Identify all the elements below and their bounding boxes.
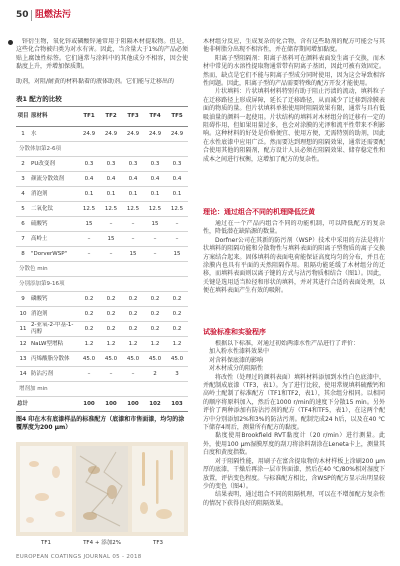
figure-label-tf4: TF4 + 添加2% — [83, 540, 121, 546]
table-cell-value: – — [144, 232, 166, 247]
table-group-row — [16, 382, 188, 397]
table-cell-value: 15 — [78, 217, 100, 232]
streak — [170, 450, 173, 480]
section-title: 阻燃法污 — [35, 10, 72, 20]
table-cell-value: 45.0 — [144, 352, 166, 367]
table-cell-value: 0.2 — [166, 322, 188, 337]
table-cell-no: 11 — [16, 322, 30, 337]
table-cell-value: 0.2 — [78, 322, 100, 337]
figure-panel-tf1 — [20, 446, 72, 532]
table-cell-value: 12.5 — [122, 202, 144, 217]
table-cell-value: 0.1 — [122, 187, 144, 202]
body-paragraph: 通过在一个产品内组合不同的功能机制，可以降低配方的复杂性，降低潜在缺陷源的数量。 — [203, 220, 385, 236]
table-header-cell: 项目 — [16, 107, 30, 127]
table-cell-material: 水 — [30, 127, 78, 142]
table-row — [16, 202, 188, 217]
table-group-label: 分别添加第9-16项 — [16, 277, 188, 292]
figure-panel-tf4 — [76, 446, 128, 532]
stain — [140, 502, 148, 514]
table-cell-no: 9 — [16, 292, 30, 307]
stain — [107, 485, 117, 499]
table-cell-value: 45.0 — [122, 352, 144, 367]
table-cell-value: 15 — [166, 247, 188, 262]
table-cell-value: – — [122, 217, 144, 232]
section-heading-methods: 试验标准和实验程序 — [203, 328, 266, 336]
streak — [156, 460, 159, 504]
table-cell-material: 硫酸钙 — [30, 217, 78, 232]
intro-paragraph: 锌衍生物，氧化锌或磷酸锌通常用于阻隔木材提取物。但是，这些化合物被归类为对水有害。因此，当含量大于1%的产品必须贴上腐蚀性标签。它们通常与涂料中的其他成分不相容，因会使黏度上升，并增加保质期。 — [16, 38, 188, 71]
table-cell-no: 14 — [16, 367, 30, 382]
criteria-item: 对含料保底漆的影响 — [209, 356, 264, 364]
table-cell-value: 12.5 — [100, 202, 122, 217]
figure-caption: 图4 印在木有底漆样品的标准配方（底漆和市售面漆，均匀的涂覆厚度为200 μm） — [16, 416, 185, 432]
criteria-item: 对木材成分的阻隔性 — [209, 365, 264, 373]
table-cell-value: 0.4 — [100, 172, 122, 187]
formulation-table — [16, 106, 188, 412]
table-cell-material: 高岭土 — [30, 232, 78, 247]
table-cell-value: – — [100, 247, 122, 262]
table-cell-value: 12.5 — [78, 202, 100, 217]
table-row — [16, 187, 188, 202]
table-cell-value: 45.0 — [100, 352, 122, 367]
table-cell-value: – — [78, 247, 100, 262]
table-cell-no: 4 — [16, 187, 30, 202]
table-row — [16, 292, 188, 307]
table-cell-value: – — [166, 232, 188, 247]
table-row — [16, 127, 188, 142]
formulation-table-body — [16, 127, 188, 412]
table-header-cell: TF2 — [100, 107, 122, 127]
table-cell-value: 12.5 — [166, 202, 188, 217]
table-cell-value: 24.9 — [144, 127, 166, 142]
streak — [142, 452, 145, 486]
table-cell-value: 0.3 — [122, 157, 144, 172]
table-cell-no: 10 — [16, 307, 30, 322]
table-cell-no: 12 — [16, 337, 30, 352]
figure-test-panels — [16, 442, 188, 536]
table-header-cell: TF3 — [122, 107, 144, 127]
table-cell-material: PU改变剂 — [30, 157, 78, 172]
table-row — [16, 352, 188, 367]
table-cell-no: 1 — [16, 127, 30, 142]
table-header-cell: TF5 — [166, 107, 188, 127]
table-cell-value: 0.3 — [78, 157, 100, 172]
table-cell-value: – — [78, 367, 100, 382]
table-cell-value: 0.4 — [122, 172, 144, 187]
body-paragraph: Dorfner公司在其新的防污剂（WSP）技术中采用的方法是将片状填料的阻隔功能和分散物性与填料表面的阳离子型物质的离子交换方案结合起来。固体填料的表面电荷能保证高度均匀的分布，并且在涂膜内也具有平面的天然阻隔作用。阻隔功能延缓了木材组分的迁移，而填料表面则以离子键的方式与沾污物质相结合（图1）。因此，关键是选用适当粒径和形状的填料，并对其进行合适的表面处理，以便在填料表面产生有效的吸附。 — [203, 236, 385, 295]
header-divider — [31, 10, 32, 21]
intro-paragraph-2: 助剂，对阻/耐黄的材料黏着的液体助剂。它们能与迁移出的 — [16, 78, 175, 85]
table-cell-value: 15 — [122, 247, 144, 262]
table-cell-no: 7 — [16, 232, 30, 247]
table-cell-value: 0.2 — [100, 292, 122, 307]
table-cell-value: – — [122, 367, 144, 382]
table-cell-material: 二氧化钛 — [30, 202, 78, 217]
table-cell-value: 0.2 — [144, 307, 166, 322]
table-cell-value: 100 — [100, 397, 122, 412]
table-cell-value: 2 — [144, 367, 166, 382]
criteria-intro: 根据以下标准，对通过初始两漆水性产品进行了评价： — [215, 340, 360, 347]
intro-paragraph-block — [16, 38, 188, 74]
table-cell-value: 0.3 — [144, 157, 166, 172]
table-cell-no: 8 — [16, 247, 30, 262]
table-cell-value: 0.1 — [78, 187, 100, 202]
body-paragraph: 结果表明，通过组合不同的阻隔机理，可以在不增加配方复杂性的情况下获得良好的阻隔效果。 — [203, 491, 385, 507]
table-cell-value: 45.0 — [78, 352, 100, 367]
stain — [52, 466, 60, 478]
table-row — [16, 232, 188, 247]
table-cell-material: 丙烯酸脂分散体 — [30, 352, 78, 367]
table-cell-no: 2 — [16, 157, 30, 172]
stain — [26, 517, 34, 523]
right-intro-block — [203, 38, 385, 204]
table-cell-value: 0.2 — [122, 307, 144, 322]
table-cell-value: 0.1 — [144, 187, 166, 202]
table-cell-material: "DorverWSP" — [30, 247, 78, 262]
table-cell-value: 0.1 — [100, 187, 122, 202]
table-row — [16, 172, 188, 187]
table-cell-material: 防沾污剂 — [30, 367, 78, 382]
table-row — [16, 247, 188, 262]
stain — [55, 511, 65, 517]
table-row — [16, 337, 188, 352]
table-cell-value: – — [100, 217, 122, 232]
table-cell-no: 5 — [16, 202, 30, 217]
table-cell-value: 45.0 — [166, 352, 188, 367]
figure-label-tf3: TF3 — [152, 540, 164, 546]
table-header-cell: TF1 — [78, 107, 100, 127]
table-cell-value: 24.9 — [78, 127, 100, 142]
table-cell-value: 1.2 — [122, 337, 144, 352]
body-paragraph: 对于阻隔性能，用刷子在富含提取物的木材样板上涂刷200 μm厚的底漆，干燥后再涂一层市售面漆，然后在40 ℃/80%相对湿度下放置，评估变色程度。与标准配方相比，含WSP的配方显示出明显较少的变色（图4）。 — [203, 457, 385, 490]
table-cell-value: 24.9 — [100, 127, 122, 142]
table-row — [16, 307, 188, 322]
table-cell-value: 0.4 — [144, 172, 166, 187]
stain — [35, 493, 49, 501]
table-cell-value: 0.2 — [144, 322, 166, 337]
stain — [156, 509, 172, 519]
table-cell-value: 0.2 — [122, 322, 144, 337]
table-cell-value: 102 — [144, 397, 166, 412]
table-cell-material: 2-亚氧-2-甲基-1-丙醇 — [30, 322, 78, 337]
table-group-row — [16, 277, 188, 292]
table-cell-value: 0.2 — [78, 292, 100, 307]
table-cell-value: 1.2 — [100, 337, 122, 352]
table-cell-value: 12.5 — [144, 202, 166, 217]
table-cell-value: – — [166, 217, 188, 232]
table-cell-value: 0.2 — [78, 307, 100, 322]
figure-label-tf1: TF1 — [40, 540, 52, 546]
criteria-list — [203, 348, 385, 373]
table-row — [16, 367, 188, 382]
table-group-label: 增剂加 min — [16, 382, 188, 397]
theory-block — [203, 220, 385, 323]
stain — [88, 466, 100, 474]
table-cell-value: 0.2 — [122, 292, 144, 307]
stain — [83, 512, 97, 520]
table-cell-material: 消泡剂 — [30, 307, 78, 322]
table-row — [16, 157, 188, 172]
table-cell-value: 100 — [122, 397, 144, 412]
table-cell-value: 0.2 — [100, 307, 122, 322]
bullet-icon — [8, 40, 13, 45]
table-header-cell: 原材料 — [30, 107, 78, 127]
table-group-row — [16, 262, 188, 277]
table-cell-value: 24.9 — [122, 127, 144, 142]
table-cell-value: – — [78, 232, 100, 247]
table-cell-value: 24.9 — [166, 127, 188, 142]
table-cell-value: 0.2 — [144, 292, 166, 307]
body-paragraph: 将改性（处理过的颜料表面）填料材料添加到水性白色底漆中，并配制成底漆（TF3，表1）。为了进行比较，使用常规填料硫酸钙和高岭土配制了标准配方（TF1和TF2，表1），其余组分相同。以相同的顺序将原料加入，然后在1000 r/min的速度下分散15 min。另外评价了两种添加有防沾污剂的配方（TF4和TF5，表1），在这两个配方中分别添加2%和3%的防沾污剂。配制完成24 h后，以及在40 ℃下储存4周后，测量所有配方的黏度。 — [203, 373, 385, 432]
criteria-item: 加入粉水性漆料效果中 — [209, 348, 270, 356]
table-cell-value: 0.4 — [166, 172, 188, 187]
table-cell-no: 13 — [16, 352, 30, 367]
table-cell-value: 1.2 — [166, 337, 188, 352]
table-cell-value: 0.2 — [166, 292, 188, 307]
table-group-row — [16, 142, 188, 157]
table-title: 表1 配方的比较 — [16, 95, 62, 103]
intro-paragraph-2-block — [16, 78, 188, 87]
journal-footer: EUROPEAN COATINGS JOURNAL 05 - 2018 — [16, 554, 142, 560]
table-cell-value: 103 — [166, 397, 188, 412]
table-cell-value: 0.2 — [100, 322, 122, 337]
table-cell-value: 0.4 — [78, 172, 100, 187]
table-cell-material: NaLW型增粘 — [30, 337, 78, 352]
table-cell-value: 0.3 — [100, 157, 122, 172]
body-paragraph: 黏度使用Brookfield RVT黏度计（20 r/min）进行测量。此外，使用100 μm湿膜厚度的刮刀将涂料刮涂在Leneta卡上，测量其白度和黄度指数。 — [203, 432, 385, 457]
table-row — [16, 322, 188, 337]
table-cell-no: 3 — [16, 172, 30, 187]
stain — [29, 461, 39, 467]
table-total-label: 总计 — [16, 397, 78, 412]
table-cell-material: 消泡剂 — [30, 187, 78, 202]
body-paragraph: 木材组分反应，生成复杂的化合物，含有这些助剂的配方可能会与其他非树脂分出现不相容性，并在储存期间增加黏度。 — [203, 38, 385, 54]
figure-panel-tf3 — [132, 446, 184, 532]
table-header-row — [16, 107, 188, 127]
table-header-cell: TF4 — [144, 107, 166, 127]
methods-block — [203, 340, 385, 546]
table-group-label: 分散体加第2-6项 — [16, 142, 188, 157]
table-cell-value: – — [122, 232, 144, 247]
table-cell-value: 0.2 — [166, 307, 188, 322]
table-cell-value: 1.2 — [78, 337, 100, 352]
table-total-row — [16, 397, 188, 412]
page-number: 50 — [16, 10, 29, 20]
table-cell-value: – — [100, 367, 122, 382]
table-cell-value: 1.2 — [144, 337, 166, 352]
table-cell-value: 3 — [166, 367, 188, 382]
body-paragraph: 片状填料：片状填料材料特别有助于阻止污渍的流动，填料粒子在迁移路径上形成屏障，延长了迁移路径，从而减少了迁移到涂膜表面的物质的量。但片状填料单独使用时阻隔效果有限，通常与具有低吸油量的颜料一起使用。片状结构的填料对木材组分的迁移有一定的阻碍作用，但如果用量过多，也会对涂膜的光泽和流平性带来不利影响。这种材料的好处是价格便宜、使用方便，无需特别的助剂，因此在水性底漆中应用广泛。然而要达到理想的阻隔效果，通常还需要配合使用其他的阻隔剂，配方设计人员必须在阻隔效果、储存稳定性和成本之间进行权衡，这增加了配方的复杂性。 — [203, 88, 385, 163]
table-cell-value: 15 — [144, 217, 166, 232]
section-heading-theory: 理论：通过组合不同的机理降低泛黄 — [203, 208, 315, 216]
table-row — [16, 217, 188, 232]
table-cell-value: 0.1 — [166, 187, 188, 202]
table-cell-value: 100 — [78, 397, 100, 412]
table-cell-value: – — [144, 247, 166, 262]
table-cell-material: 颜流分散效剂 — [30, 172, 78, 187]
table-cell-material: 磷酸钙 — [30, 292, 78, 307]
table-group-label: 分散色 min — [16, 262, 188, 277]
body-paragraph: 阳离子型阻隔剂：阳离子基料可在颜料表面发生离子交换，而木材中常见的水溶性提取物通常带有阴离子基团，因此可被有效固定。然而，缺点是它们不能与阴离子型成分同时使用，因为这会导致相容性问题。因此，阳离子型的产品需要特殊的配方开发才能使用。 — [203, 54, 385, 88]
table-cell-no: 6 — [16, 217, 30, 232]
table-cell-value: 15 — [100, 232, 122, 247]
table-cell-value: 0.3 — [166, 157, 188, 172]
